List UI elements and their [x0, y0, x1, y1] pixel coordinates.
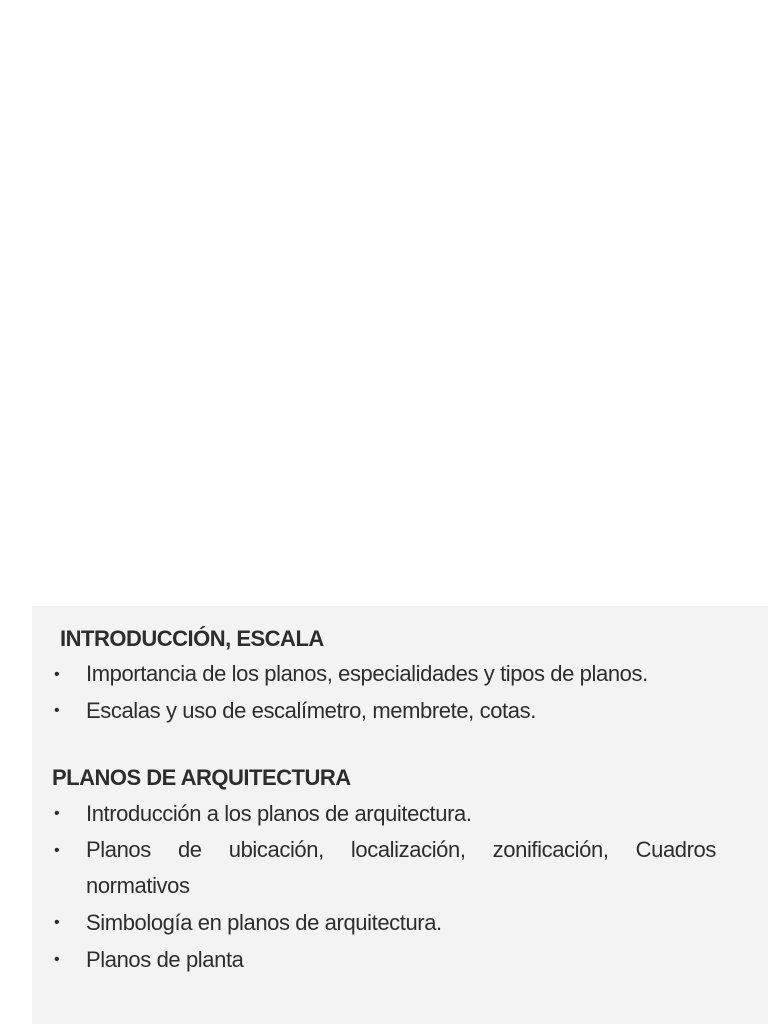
list-item	[52, 795, 716, 832]
list-item-text: Simbología en planos de arquitectura.	[86, 910, 442, 935]
list-item	[52, 692, 716, 729]
bullet-icon: •	[54, 702, 60, 719]
list-item-text: Importancia de los planos, especialidades y tipos de planos.	[86, 661, 648, 686]
syllabus-content	[52, 622, 716, 978]
list-item-text: Planos de planta	[86, 947, 244, 972]
list-item-text: Introducción a los planos de arquitectura.	[86, 801, 472, 826]
list-item	[52, 904, 716, 941]
bullet-icon: •	[54, 842, 60, 859]
section-title-planos: PLANOS DE ARQUITECTURA	[52, 765, 351, 790]
list-item-text: Escalas y uso de escalímetro, membrete, cotas.	[86, 698, 536, 723]
list-item-text: Planos de ubicación, localización, zonificación, Cuadros normativos	[86, 837, 716, 898]
section-list-introduccion	[52, 656, 716, 729]
section-list-planos	[52, 795, 716, 978]
bullet-icon: •	[54, 666, 60, 683]
list-item	[52, 832, 716, 904]
list-item	[52, 941, 716, 978]
bullet-icon: •	[54, 951, 60, 968]
section-title-introduccion: INTRODUCCIÓN, ESCALA	[60, 626, 324, 651]
section-spacer	[52, 729, 716, 761]
bullet-icon: •	[54, 914, 60, 931]
bullet-icon: •	[54, 805, 60, 822]
list-item	[52, 656, 716, 692]
